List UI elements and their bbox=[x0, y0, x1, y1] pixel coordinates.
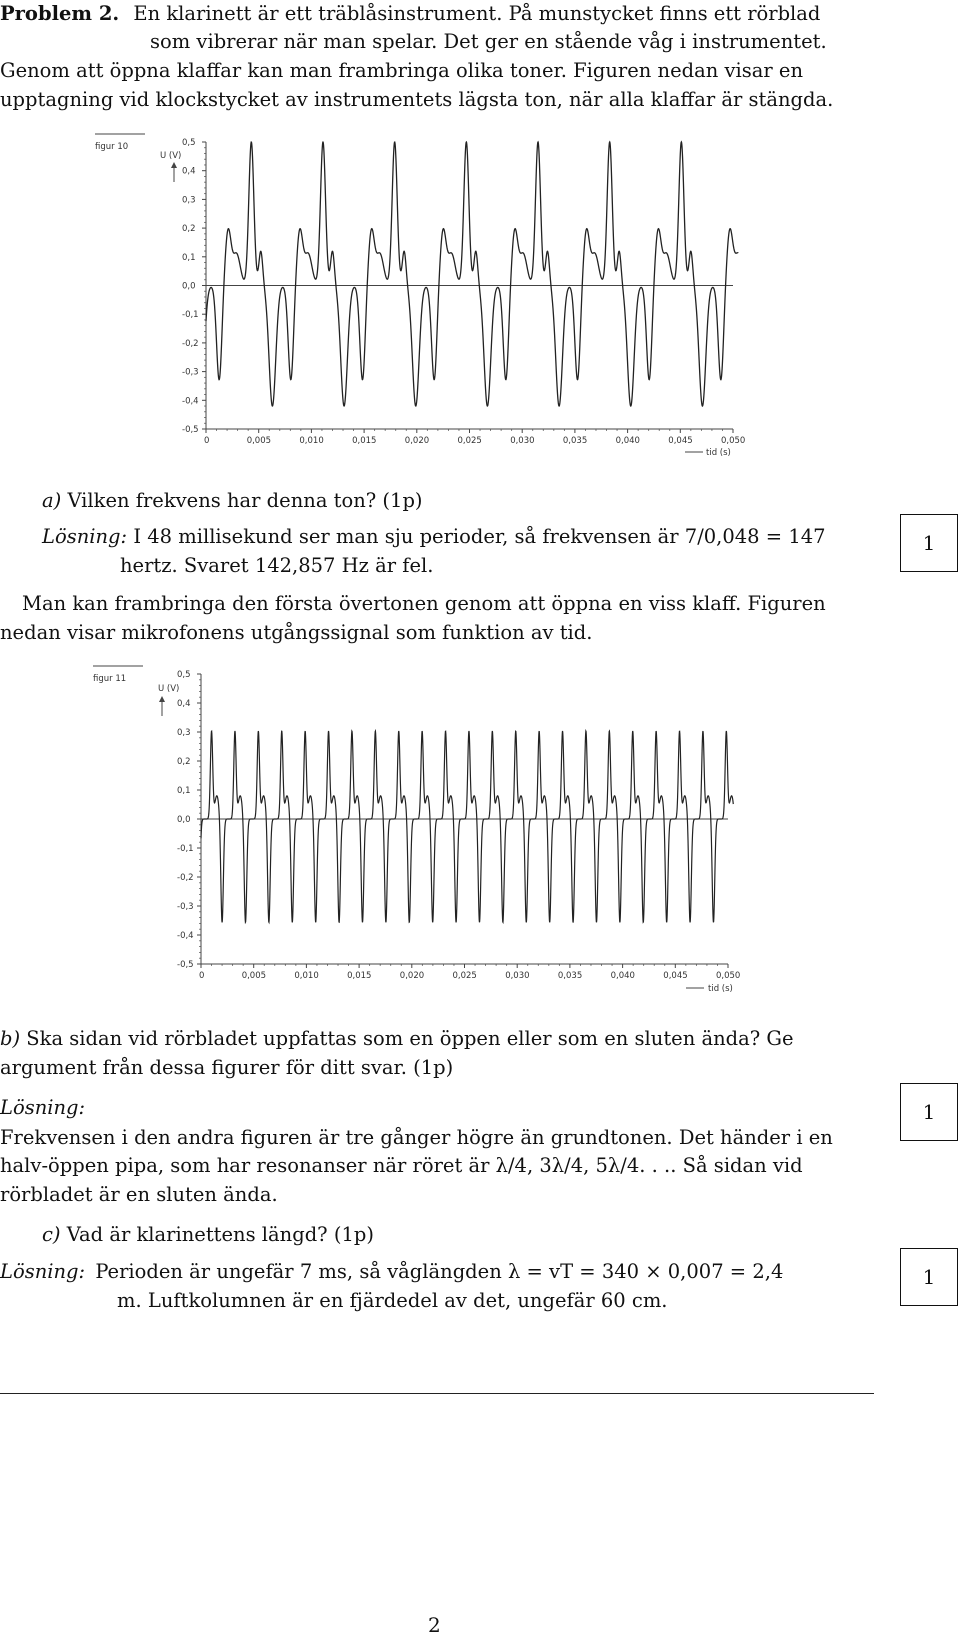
fig1-y-tick-label: 0,1 bbox=[182, 252, 196, 263]
part-a-solution-line-2: hertz. Svaret 142,857 Hz är fel. bbox=[120, 554, 434, 577]
bottom-rule bbox=[0, 1393, 874, 1394]
part-c-score-box: 1 bbox=[900, 1248, 958, 1306]
figure-1-plot bbox=[90, 132, 770, 477]
fig2-x-tick-label: 0,035 bbox=[557, 971, 583, 981]
fig1-x-tick-label: 0,005 bbox=[246, 436, 272, 446]
figure-2-y-ticks bbox=[177, 670, 201, 970]
fig1-x-tick-label: 0,015 bbox=[352, 436, 377, 446]
fig2-y-tick-label: -0,4 bbox=[177, 931, 194, 941]
fig1-x-tick-label: 0,020 bbox=[404, 436, 430, 446]
part-c-solution-line-1: Lösning: Perioden är ungefär 7 ms, så våglängden λ = vT = 340 × 0,007 = 2,4 bbox=[0, 1260, 784, 1283]
part-b-solution-line-1: Frekvensen i den andra figuren är tre gånger högre än grundtonen. Det händer i en bbox=[0, 1126, 833, 1149]
figure-1-y-ticks bbox=[182, 138, 206, 435]
fig2-y-tick-label: 0,4 bbox=[177, 699, 191, 709]
part-b-solution-label: Lösning: bbox=[0, 1096, 86, 1119]
fig1-y-tick-label: 0,5 bbox=[182, 138, 196, 148]
figure-2-x-ticks bbox=[199, 964, 740, 981]
figure-2-label: figur 11 bbox=[93, 674, 127, 684]
figure-1-waveform bbox=[206, 142, 738, 406]
fig2-y-tick-label: 0,3 bbox=[177, 728, 191, 738]
fig2-x-tick-label: 0,045 bbox=[663, 971, 688, 981]
problem-intro-line-3: Genom att öppna klaffar kan man frambringa olika toner. Figuren nedan visar en bbox=[0, 59, 804, 82]
part-c-question: c) Vad är klarinettens längd? (1p) bbox=[42, 1223, 374, 1246]
fig1-x-tick-label: 0,050 bbox=[721, 436, 746, 446]
figure-1 bbox=[90, 132, 770, 477]
fig1-x-tick-label: 0,045 bbox=[668, 436, 693, 446]
part-b-solution-line-2: halv-öppen pipa, som har resonanser när röret är λ/4, 3λ/4, 5λ/4. . .. Så sidan vid bbox=[0, 1154, 803, 1177]
figure-1-x-ticks bbox=[204, 429, 745, 446]
fig2-y-tick-label: -0,5 bbox=[177, 960, 194, 970]
fig1-y-tick-label: 0,2 bbox=[182, 224, 196, 235]
figure-2-y-label: U (V) bbox=[158, 684, 180, 694]
fig2-x-tick-label: 0,030 bbox=[505, 971, 530, 981]
figure-2-plot bbox=[88, 664, 768, 1009]
transition-line-2: nedan visar mikrofonens utgångssignal som funktion av tid. bbox=[0, 621, 593, 644]
fig1-y-tick-label: -0,3 bbox=[182, 367, 199, 378]
fig2-y-tick-label: 0,1 bbox=[177, 786, 191, 796]
part-a-score-box: 1 bbox=[900, 514, 958, 572]
problem-intro-line-2: som vibrerar när man spelar. Det ger en stående våg i instrumentet. bbox=[150, 30, 827, 53]
fig2-y-tick-label: -0,3 bbox=[177, 902, 194, 912]
fig2-x-tick-label: 0,020 bbox=[399, 971, 425, 981]
fig1-x-tick-label: 0 bbox=[204, 436, 210, 446]
part-b-score-box: 1 bbox=[900, 1083, 958, 1141]
fig2-y-tick-label: -0,1 bbox=[177, 844, 194, 854]
figure-1-label: figur 10 bbox=[95, 142, 129, 152]
part-b-question-line-2: argument från dessa figurer för ditt svar. (1p) bbox=[0, 1056, 454, 1079]
problem-heading: Problem 2. bbox=[0, 2, 120, 25]
figure-1-x-label: tid (s) bbox=[706, 448, 731, 458]
fig1-y-tick-label: -0,4 bbox=[182, 396, 199, 407]
transition-line-1: Man kan frambringa den första övertonen genom att öppna en viss klaff. Figuren bbox=[22, 592, 826, 615]
fig2-x-tick-label: 0,015 bbox=[347, 971, 372, 981]
part-c-solution-line-2: m. Luftkolumnen är en fjärdedel av det, ungefär 60 cm. bbox=[117, 1289, 668, 1312]
fig2-y-tick-label: 0,5 bbox=[177, 670, 191, 680]
fig1-y-tick-label: 0,0 bbox=[182, 281, 196, 292]
figure-2 bbox=[88, 664, 768, 1009]
figure-1-y-label: U (V) bbox=[160, 151, 182, 161]
fig2-x-tick-label: 0,005 bbox=[241, 971, 267, 981]
fig1-y-tick-label: -0,5 bbox=[182, 425, 199, 435]
fig1-y-tick-label: 0,4 bbox=[182, 166, 196, 177]
fig2-x-tick-label: 0 bbox=[199, 971, 205, 981]
fig1-x-tick-label: 0,040 bbox=[615, 436, 640, 446]
problem-intro-line-1: Problem 2. En klarinett är ett träblåsinstrument. På munstycket finns ett rörblad bbox=[0, 2, 821, 25]
fig2-x-tick-label: 0,050 bbox=[716, 971, 741, 981]
fig2-x-tick-label: 0,025 bbox=[452, 971, 477, 981]
fig1-y-tick-label: 0,3 bbox=[182, 195, 196, 206]
fig1-x-tick-label: 0,010 bbox=[299, 436, 324, 446]
fig2-x-tick-label: 0,040 bbox=[610, 971, 635, 981]
fig1-x-tick-label: 0,035 bbox=[562, 436, 588, 446]
page-number: 2 bbox=[428, 1613, 441, 1637]
fig2-y-tick-label: 0,0 bbox=[177, 815, 191, 825]
fig2-x-tick-label: 0,010 bbox=[294, 971, 319, 981]
fig1-y-tick-label: -0,2 bbox=[182, 338, 199, 349]
part-b-question-line-1: b) Ska sidan vid rörbladet uppfattas som en öppen eller som en sluten ända? Ge bbox=[0, 1027, 794, 1050]
figure-2-waveform bbox=[201, 731, 733, 922]
fig1-y-tick-label: -0,1 bbox=[182, 310, 199, 321]
part-a-solution-line-1: Lösning: I 48 millisekund ser man sju perioder, så frekvensen är 7/0,048 = 147 bbox=[42, 525, 826, 548]
part-a-question: a) Vilken frekvens har denna ton? (1p) bbox=[42, 489, 423, 512]
fig2-y-tick-label: 0,2 bbox=[177, 757, 191, 767]
fig2-y-tick-label: -0,2 bbox=[177, 873, 194, 883]
figure-2-x-label: tid (s) bbox=[708, 984, 733, 994]
part-b-solution-line-3: rörbladet är en sluten ända. bbox=[0, 1183, 278, 1206]
problem-intro-line-4: upptagning vid klockstycket av instrumentets lägsta ton, när alla klaffar är stängda. bbox=[0, 88, 834, 111]
fig1-x-tick-label: 0,030 bbox=[510, 436, 535, 446]
fig1-x-tick-label: 0,025 bbox=[457, 436, 482, 446]
